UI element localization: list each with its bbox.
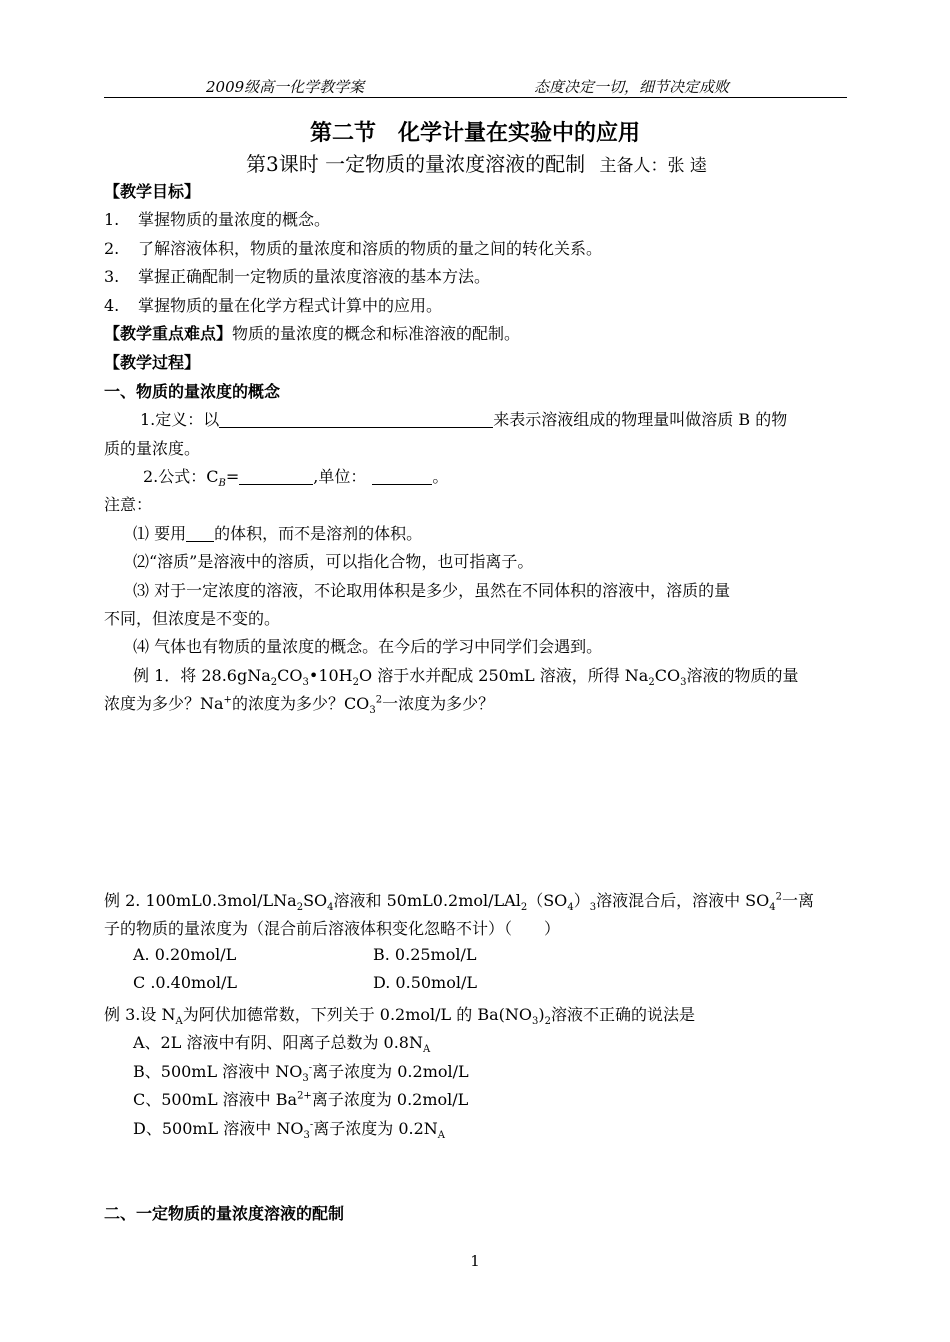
header-right: 态度决定一切，细节决定成败 bbox=[534, 78, 730, 96]
process-heading: 【教学过程】 bbox=[104, 353, 201, 372]
page-number: 1 bbox=[470, 1252, 480, 1270]
formula-blank[interactable] bbox=[239, 468, 313, 485]
page-title: 第二节 化学计量在实验中的应用 bbox=[309, 120, 640, 146]
definition-line: 1.定义：以 来表示溶液组成的物理量叫做溶质 B 的物 bbox=[140, 410, 788, 429]
formula-line: 2.公式：$C_B=$ ,单位： 。 bbox=[143, 467, 449, 490]
note-item-cont: 不同，但浓度是不变的。 bbox=[104, 609, 281, 628]
goals-heading: 【教学目标】 bbox=[104, 182, 201, 201]
note-item: ⑴ 要用 的体积，而不是溶剂的体积。 bbox=[133, 524, 423, 543]
example3-line1: 例 3.设 $N_A$为阿伏加德常数，下列关于 0.2mol/L 的 $Ba(NO_3)_2$溶液不正确的说法是 bbox=[104, 1005, 696, 1028]
note-blank[interactable] bbox=[186, 525, 214, 542]
goal-item: 4. 掌握物质的量在化学方程式计算中的应用。 bbox=[104, 296, 443, 315]
option-b[interactable]: B. 0.25mol/L bbox=[373, 945, 477, 964]
option-c[interactable]: C、500mL 溶液中 $Ba^{2+}$离子浓度为 0.2mol/L bbox=[133, 1090, 469, 1109]
option-d[interactable]: D. 0.50mol/L bbox=[373, 973, 477, 992]
note-item: ⑷ 气体也有物质的量浓度的概念。在今后的学习中同学们会遇到。 bbox=[133, 637, 603, 656]
example2-line2: 子的物质的量浓度为（混合前后溶液体积变化忽略不计）（ ） bbox=[104, 919, 561, 938]
header-left: 2009级高一化学教学案 bbox=[206, 78, 365, 96]
option-a[interactable]: A、2L 溶液中有阴、阳离子总数为 $0.8N_A$ bbox=[133, 1033, 431, 1056]
example1-line1: 例 1．将 $28.6gNa_2CO_3•10H_2O$ 溶于水并配成 250mL 溶液，所得 $Na_2CO_3$溶液的物质的量 bbox=[133, 666, 799, 689]
note-heading: 注意： bbox=[104, 495, 153, 514]
goal-item: 3. 掌握正确配制一定物质的量浓度溶液的基本方法。 bbox=[104, 267, 491, 286]
goal-item: 1. 掌握物质的量浓度的概念。 bbox=[104, 210, 331, 229]
section1-heading: 一、物质的量浓度的概念 bbox=[104, 382, 281, 401]
page-subtitle bbox=[246, 148, 707, 177]
key-points: 【教学重点难点】物质的量浓度的概念和标准溶液的配制。 bbox=[104, 324, 521, 343]
definition-line-2: 质的量浓度。 bbox=[104, 439, 201, 458]
lesson-title: 第3课时 一定物质的量浓度溶液的配制 bbox=[246, 152, 586, 176]
definition-blank[interactable] bbox=[219, 411, 493, 428]
goal-item: 2. 了解溶液体积，物质的量浓度和溶质的物质的量之间的转化关系。 bbox=[104, 239, 603, 258]
example1-line2: 浓度为多少？Na+的浓度为多少？$CO_3^2$一浓度为多少？ bbox=[104, 694, 495, 717]
header-rule bbox=[104, 97, 847, 98]
note-item: ⑶ 对于一定浓度的溶液，不论取用体积是多少，虽然在不同体积的溶液中，溶质的量 bbox=[133, 581, 731, 600]
note-item: ⑵“溶质”是溶液中的溶质，可以指化合物，也可指离子。 bbox=[133, 552, 534, 571]
option-b[interactable]: B、500mL 溶液中 $NO_3^-$离子浓度为 0.2mol/L bbox=[133, 1062, 469, 1085]
unit-blank[interactable] bbox=[372, 468, 432, 485]
option-a[interactable]: A. 0.20mol/L bbox=[133, 945, 237, 964]
option-d[interactable]: D、500mL 溶液中 $NO_3^-$离子浓度为 $0.2N_A$ bbox=[133, 1119, 446, 1142]
author: 主备人：张 逵 bbox=[599, 156, 707, 176]
section2-heading: 二、一定物质的量浓度溶液的配制 bbox=[104, 1204, 345, 1223]
option-c[interactable]: C .0.40mol/L bbox=[133, 973, 237, 992]
example2-line1: 例 2. $100mL0.3mol/LNa_2SO_4$溶液和 $50mL0.2mol/LAl_2(SO_4)_3$溶液混合后，溶液中 $SO_4^2$一离 bbox=[104, 891, 815, 914]
